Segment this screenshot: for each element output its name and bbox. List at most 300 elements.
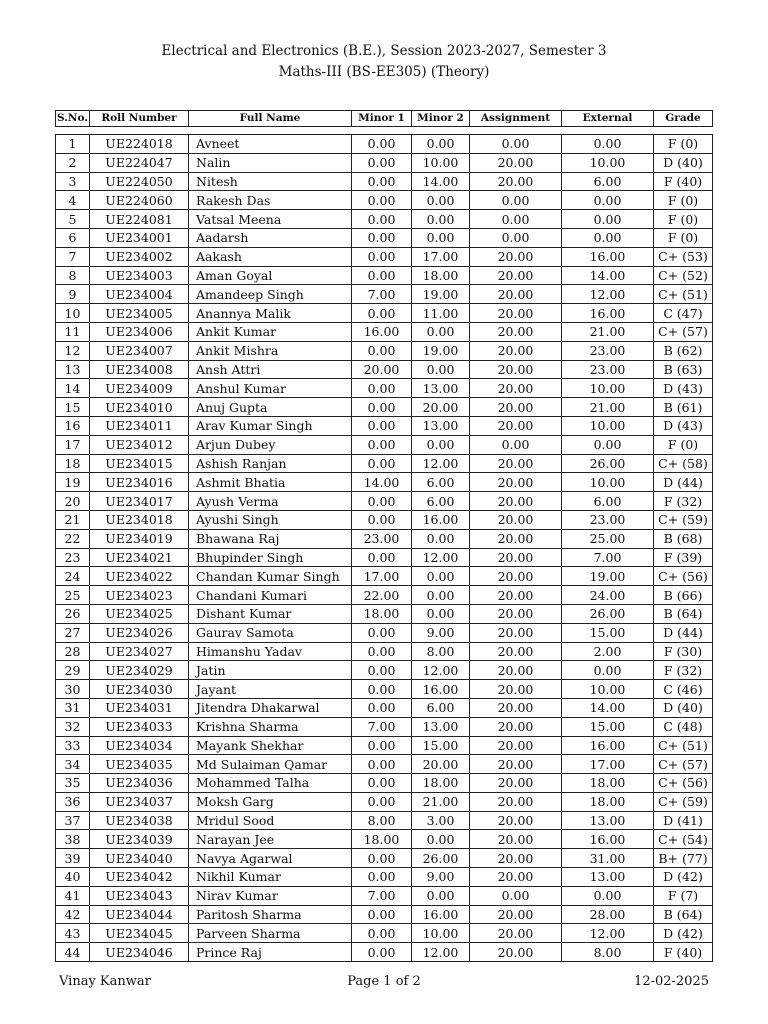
cell-grade: B (68) <box>654 529 713 548</box>
cell-roll-number: UE234023 <box>90 586 189 605</box>
cell-roll-number: UE234008 <box>90 360 189 379</box>
cell-grade: D (44) <box>654 623 713 642</box>
cell-minor-2: 13.00 <box>412 416 470 435</box>
cell-external: 21.00 <box>562 322 654 341</box>
cell-roll-number: UE234030 <box>90 680 189 699</box>
table-row <box>56 473 713 492</box>
cell-roll-number: UE234019 <box>90 529 189 548</box>
col-external: External <box>562 111 654 127</box>
cell-roll-number: UE234001 <box>90 228 189 247</box>
cell-minor-2: 14.00 <box>412 172 470 191</box>
cell-minor-1: 14.00 <box>352 473 412 492</box>
cell-external: 12.00 <box>562 924 654 943</box>
cell-roll-number: UE234043 <box>90 886 189 905</box>
cell-minor-1: 0.00 <box>352 247 412 266</box>
cell-full-name: Chandani Kumari <box>189 586 352 605</box>
cell-minor-1: 16.00 <box>352 322 412 341</box>
cell-assignment: 20.00 <box>470 943 562 962</box>
cell-minor-1: 0.00 <box>352 792 412 811</box>
cell-external: 16.00 <box>562 247 654 266</box>
cell-sno: 34 <box>56 755 90 774</box>
cell-minor-2: 11.00 <box>412 304 470 323</box>
table-row <box>56 698 713 717</box>
cell-roll-number: UE234025 <box>90 604 189 623</box>
cell-sno: 43 <box>56 924 90 943</box>
cell-sno: 44 <box>56 943 90 962</box>
table-row <box>56 717 713 736</box>
document-subtitle: Maths-III (BS-EE305) (Theory) <box>278 64 490 80</box>
cell-grade: B (66) <box>654 586 713 605</box>
cell-minor-2: 0.00 <box>412 567 470 586</box>
cell-minor-2: 0.00 <box>412 360 470 379</box>
cell-roll-number: UE234034 <box>90 736 189 755</box>
cell-roll-number: UE234004 <box>90 285 189 304</box>
cell-sno: 14 <box>56 379 90 398</box>
cell-minor-2: 0.00 <box>412 604 470 623</box>
cell-external: 15.00 <box>562 623 654 642</box>
cell-grade: C+ (51) <box>654 285 713 304</box>
cell-grade: B+ (77) <box>654 849 713 868</box>
document-title: Electrical and Electronics (B.E.), Session 2023-2027, Semester 3 <box>161 43 607 59</box>
cell-full-name: Bhawana Raj <box>189 529 352 548</box>
cell-full-name: Arjun Dubey <box>189 435 352 454</box>
cell-sno: 37 <box>56 811 90 830</box>
cell-full-name: Anannya Malik <box>189 304 352 323</box>
table-row <box>56 736 713 755</box>
cell-external: 14.00 <box>562 266 654 285</box>
cell-assignment: 20.00 <box>470 510 562 529</box>
cell-external: 0.00 <box>562 191 654 210</box>
cell-external: 10.00 <box>562 680 654 699</box>
cell-full-name: Aman Goyal <box>189 266 352 285</box>
marks-table <box>55 134 713 962</box>
cell-full-name: Moksh Garg <box>189 792 352 811</box>
cell-minor-1: 0.00 <box>352 172 412 191</box>
cell-minor-1: 0.00 <box>352 454 412 473</box>
cell-sno: 15 <box>56 398 90 417</box>
cell-grade: C+ (56) <box>654 774 713 793</box>
cell-sno: 42 <box>56 905 90 924</box>
cell-assignment: 20.00 <box>470 811 562 830</box>
cell-sno: 18 <box>56 454 90 473</box>
cell-roll-number: UE234044 <box>90 905 189 924</box>
cell-sno: 10 <box>56 304 90 323</box>
cell-grade: D (40) <box>654 698 713 717</box>
cell-external: 23.00 <box>562 341 654 360</box>
cell-minor-2: 16.00 <box>412 680 470 699</box>
cell-external: 28.00 <box>562 905 654 924</box>
table-row <box>56 755 713 774</box>
cell-sno: 24 <box>56 567 90 586</box>
cell-roll-number: UE234021 <box>90 548 189 567</box>
cell-full-name: Paritosh Sharma <box>189 905 352 924</box>
cell-roll-number: UE234036 <box>90 774 189 793</box>
cell-roll-number: UE234022 <box>90 567 189 586</box>
cell-minor-1: 0.00 <box>352 642 412 661</box>
cell-roll-number: UE234003 <box>90 266 189 285</box>
cell-minor-1: 0.00 <box>352 304 412 323</box>
cell-grade: F (7) <box>654 886 713 905</box>
table-row <box>56 135 713 154</box>
cell-minor-2: 6.00 <box>412 698 470 717</box>
cell-minor-1: 0.00 <box>352 153 412 172</box>
cell-full-name: Ashish Ranjan <box>189 454 352 473</box>
cell-assignment: 20.00 <box>470 153 562 172</box>
cell-roll-number: UE234009 <box>90 379 189 398</box>
table-row <box>56 341 713 360</box>
cell-external: 10.00 <box>562 379 654 398</box>
cell-roll-number: UE234038 <box>90 811 189 830</box>
cell-grade: C+ (53) <box>654 247 713 266</box>
cell-roll-number: UE234026 <box>90 623 189 642</box>
cell-minor-1: 0.00 <box>352 849 412 868</box>
cell-sno: 12 <box>56 341 90 360</box>
cell-assignment: 20.00 <box>470 849 562 868</box>
cell-minor-1: 0.00 <box>352 435 412 454</box>
cell-full-name: Jayant <box>189 680 352 699</box>
cell-assignment: 20.00 <box>470 698 562 717</box>
cell-minor-1: 0.00 <box>352 135 412 154</box>
cell-grade: C+ (51) <box>654 736 713 755</box>
cell-grade: F (0) <box>654 191 713 210</box>
cell-minor-2: 9.00 <box>412 623 470 642</box>
cell-roll-number: UE224060 <box>90 191 189 210</box>
table-row <box>56 548 713 567</box>
col-minor-1: Minor 1 <box>352 111 412 127</box>
cell-minor-2: 21.00 <box>412 792 470 811</box>
cell-roll-number: UE234017 <box>90 492 189 511</box>
cell-sno: 2 <box>56 153 90 172</box>
cell-minor-1: 0.00 <box>352 698 412 717</box>
cell-minor-1: 8.00 <box>352 811 412 830</box>
table-row <box>56 153 713 172</box>
cell-assignment: 20.00 <box>470 586 562 605</box>
cell-grade: F (30) <box>654 642 713 661</box>
footer-date: 12-02-2025 <box>634 974 709 989</box>
cell-assignment: 20.00 <box>470 360 562 379</box>
cell-full-name: Navya Agarwal <box>189 849 352 868</box>
cell-sno: 3 <box>56 172 90 191</box>
cell-sno: 29 <box>56 661 90 680</box>
cell-roll-number: UE234029 <box>90 661 189 680</box>
cell-minor-2: 19.00 <box>412 341 470 360</box>
cell-roll-number: UE234002 <box>90 247 189 266</box>
cell-minor-1: 0.00 <box>352 510 412 529</box>
cell-external: 6.00 <box>562 172 654 191</box>
cell-assignment: 20.00 <box>470 473 562 492</box>
cell-assignment: 20.00 <box>470 492 562 511</box>
cell-minor-1: 0.00 <box>352 661 412 680</box>
cell-minor-2: 0.00 <box>412 435 470 454</box>
cell-full-name: Anuj Gupta <box>189 398 352 417</box>
cell-minor-1: 23.00 <box>352 529 412 548</box>
cell-grade: F (40) <box>654 172 713 191</box>
cell-grade: D (42) <box>654 924 713 943</box>
cell-grade: D (42) <box>654 868 713 887</box>
cell-grade: D (41) <box>654 811 713 830</box>
cell-minor-1: 17.00 <box>352 567 412 586</box>
cell-assignment: 20.00 <box>470 172 562 191</box>
cell-external: 18.00 <box>562 792 654 811</box>
cell-minor-1: 0.00 <box>352 228 412 247</box>
cell-sno: 7 <box>56 247 90 266</box>
cell-external: 0.00 <box>562 135 654 154</box>
cell-external: 13.00 <box>562 811 654 830</box>
cell-assignment: 20.00 <box>470 247 562 266</box>
cell-sno: 30 <box>56 680 90 699</box>
cell-sno: 41 <box>56 886 90 905</box>
footer-page-number: Page 1 of 2 <box>347 974 421 989</box>
cell-full-name: Aadarsh <box>189 228 352 247</box>
cell-full-name: Dishant Kumar <box>189 604 352 623</box>
cell-minor-1: 0.00 <box>352 341 412 360</box>
header-row <box>56 111 713 127</box>
cell-grade: F (39) <box>654 548 713 567</box>
cell-minor-1: 20.00 <box>352 360 412 379</box>
cell-grade: D (43) <box>654 379 713 398</box>
cell-roll-number: UE224081 <box>90 210 189 229</box>
cell-assignment: 20.00 <box>470 398 562 417</box>
cell-roll-number: UE224018 <box>90 135 189 154</box>
cell-external: 0.00 <box>562 210 654 229</box>
cell-assignment: 20.00 <box>470 623 562 642</box>
table-row <box>56 285 713 304</box>
cell-minor-2: 0.00 <box>412 830 470 849</box>
table-row <box>56 529 713 548</box>
cell-external: 19.00 <box>562 567 654 586</box>
cell-assignment: 20.00 <box>470 680 562 699</box>
table-header <box>55 110 713 127</box>
cell-sno: 39 <box>56 849 90 868</box>
cell-sno: 28 <box>56 642 90 661</box>
cell-grade: C (48) <box>654 717 713 736</box>
cell-minor-2: 6.00 <box>412 473 470 492</box>
cell-full-name: Nalin <box>189 153 352 172</box>
col-grade: Grade <box>654 111 713 127</box>
cell-sno: 26 <box>56 604 90 623</box>
table-row <box>56 360 713 379</box>
cell-full-name: Nikhil Kumar <box>189 868 352 887</box>
cell-full-name: Avneet <box>189 135 352 154</box>
cell-grade: B (64) <box>654 905 713 924</box>
cell-minor-1: 0.00 <box>352 774 412 793</box>
cell-external: 23.00 <box>562 360 654 379</box>
table-row <box>56 924 713 943</box>
cell-full-name: Aakash <box>189 247 352 266</box>
cell-grade: F (0) <box>654 135 713 154</box>
cell-minor-2: 20.00 <box>412 755 470 774</box>
cell-assignment: 20.00 <box>470 642 562 661</box>
cell-minor-2: 12.00 <box>412 548 470 567</box>
cell-sno: 8 <box>56 266 90 285</box>
table-row <box>56 247 713 266</box>
cell-roll-number: UE234007 <box>90 341 189 360</box>
cell-full-name: Jitendra Dhakarwal <box>189 698 352 717</box>
cell-external: 16.00 <box>562 736 654 755</box>
cell-assignment: 20.00 <box>470 379 562 398</box>
cell-external: 16.00 <box>562 830 654 849</box>
cell-sno: 40 <box>56 868 90 887</box>
cell-assignment: 20.00 <box>470 830 562 849</box>
cell-roll-number: UE234035 <box>90 755 189 774</box>
cell-sno: 38 <box>56 830 90 849</box>
cell-grade: F (32) <box>654 661 713 680</box>
cell-roll-number: UE234011 <box>90 416 189 435</box>
cell-external: 7.00 <box>562 548 654 567</box>
cell-full-name: Nirav Kumar <box>189 886 352 905</box>
table-row <box>56 266 713 285</box>
cell-full-name: Vatsal Meena <box>189 210 352 229</box>
cell-minor-1: 0.00 <box>352 924 412 943</box>
cell-sno: 22 <box>56 529 90 548</box>
cell-roll-number: UE234005 <box>90 304 189 323</box>
table-row <box>56 868 713 887</box>
cell-full-name: Nitesh <box>189 172 352 191</box>
cell-minor-2: 10.00 <box>412 153 470 172</box>
cell-external: 0.00 <box>562 661 654 680</box>
cell-full-name: Ankit Mishra <box>189 341 352 360</box>
cell-roll-number: UE234037 <box>90 792 189 811</box>
cell-assignment: 20.00 <box>470 755 562 774</box>
cell-assignment: 20.00 <box>470 567 562 586</box>
cell-full-name: Ankit Kumar <box>189 322 352 341</box>
cell-grade: C+ (59) <box>654 792 713 811</box>
cell-minor-1: 0.00 <box>352 191 412 210</box>
cell-minor-2: 0.00 <box>412 228 470 247</box>
col-sno: S.No. <box>56 111 90 127</box>
cell-minor-2: 20.00 <box>412 398 470 417</box>
cell-full-name: Gaurav Samota <box>189 623 352 642</box>
table-row <box>56 642 713 661</box>
cell-grade: C (46) <box>654 680 713 699</box>
cell-external: 6.00 <box>562 492 654 511</box>
cell-external: 26.00 <box>562 604 654 623</box>
cell-full-name: Amandeep Singh <box>189 285 352 304</box>
cell-external: 15.00 <box>562 717 654 736</box>
cell-sno: 33 <box>56 736 90 755</box>
cell-external: 12.00 <box>562 285 654 304</box>
cell-full-name: Ayush Verma <box>189 492 352 511</box>
cell-minor-1: 0.00 <box>352 379 412 398</box>
table-row <box>56 943 713 962</box>
cell-minor-2: 0.00 <box>412 586 470 605</box>
cell-assignment: 20.00 <box>470 548 562 567</box>
cell-roll-number: UE234046 <box>90 943 189 962</box>
table-row <box>56 905 713 924</box>
cell-grade: D (40) <box>654 153 713 172</box>
cell-external: 25.00 <box>562 529 654 548</box>
cell-grade: C+ (54) <box>654 830 713 849</box>
cell-sno: 9 <box>56 285 90 304</box>
cell-full-name: Ansh Attri <box>189 360 352 379</box>
table-row <box>56 492 713 511</box>
cell-grade: B (61) <box>654 398 713 417</box>
cell-minor-1: 22.00 <box>352 586 412 605</box>
cell-full-name: Ayushi Singh <box>189 510 352 529</box>
cell-assignment: 0.00 <box>470 886 562 905</box>
cell-sno: 21 <box>56 510 90 529</box>
cell-assignment: 20.00 <box>470 341 562 360</box>
cell-assignment: 20.00 <box>470 736 562 755</box>
cell-sno: 16 <box>56 416 90 435</box>
cell-external: 18.00 <box>562 774 654 793</box>
table-row <box>56 811 713 830</box>
cell-full-name: Mohammed Talha <box>189 774 352 793</box>
cell-full-name: Prince Raj <box>189 943 352 962</box>
table-row <box>56 623 713 642</box>
cell-minor-1: 0.00 <box>352 548 412 567</box>
cell-roll-number: UE234027 <box>90 642 189 661</box>
cell-external: 26.00 <box>562 454 654 473</box>
cell-full-name: Himanshu Yadav <box>189 642 352 661</box>
cell-grade: B (64) <box>654 604 713 623</box>
cell-minor-1: 7.00 <box>352 285 412 304</box>
cell-roll-number: UE234039 <box>90 830 189 849</box>
cell-assignment: 0.00 <box>470 135 562 154</box>
cell-full-name: Bhupinder Singh <box>189 548 352 567</box>
cell-minor-1: 0.00 <box>352 680 412 699</box>
cell-external: 13.00 <box>562 868 654 887</box>
cell-minor-2: 18.00 <box>412 266 470 285</box>
cell-assignment: 20.00 <box>470 416 562 435</box>
cell-grade: C+ (59) <box>654 510 713 529</box>
cell-external: 0.00 <box>562 435 654 454</box>
col-roll-number: Roll Number <box>90 111 189 127</box>
cell-external: 10.00 <box>562 473 654 492</box>
cell-minor-2: 13.00 <box>412 717 470 736</box>
cell-full-name: Rakesh Das <box>189 191 352 210</box>
cell-grade: B (62) <box>654 341 713 360</box>
table-row <box>56 304 713 323</box>
cell-minor-1: 18.00 <box>352 830 412 849</box>
cell-grade: C+ (57) <box>654 755 713 774</box>
table-row <box>56 228 713 247</box>
cell-minor-1: 0.00 <box>352 905 412 924</box>
table-row <box>56 886 713 905</box>
cell-external: 23.00 <box>562 510 654 529</box>
cell-external: 10.00 <box>562 416 654 435</box>
cell-sno: 1 <box>56 135 90 154</box>
cell-roll-number: UE234033 <box>90 717 189 736</box>
cell-assignment: 20.00 <box>470 661 562 680</box>
cell-full-name: Arav Kumar Singh <box>189 416 352 435</box>
cell-roll-number: UE234010 <box>90 398 189 417</box>
cell-full-name: Krishna Sharma <box>189 717 352 736</box>
cell-sno: 4 <box>56 191 90 210</box>
cell-minor-1: 0.00 <box>352 266 412 285</box>
cell-minor-2: 10.00 <box>412 924 470 943</box>
cell-minor-2: 9.00 <box>412 868 470 887</box>
cell-minor-1: 0.00 <box>352 868 412 887</box>
table-row <box>56 510 713 529</box>
cell-sno: 31 <box>56 698 90 717</box>
cell-external: 16.00 <box>562 304 654 323</box>
cell-assignment: 0.00 <box>470 210 562 229</box>
cell-roll-number: UE234045 <box>90 924 189 943</box>
cell-roll-number: UE234042 <box>90 868 189 887</box>
cell-minor-2: 0.00 <box>412 210 470 229</box>
cell-minor-2: 3.00 <box>412 811 470 830</box>
table-row <box>56 454 713 473</box>
cell-minor-2: 8.00 <box>412 642 470 661</box>
cell-assignment: 20.00 <box>470 905 562 924</box>
table-row <box>56 792 713 811</box>
cell-sno: 13 <box>56 360 90 379</box>
cell-full-name: Narayan Jee <box>189 830 352 849</box>
cell-sno: 11 <box>56 322 90 341</box>
cell-roll-number: UE224050 <box>90 172 189 191</box>
cell-external: 17.00 <box>562 755 654 774</box>
